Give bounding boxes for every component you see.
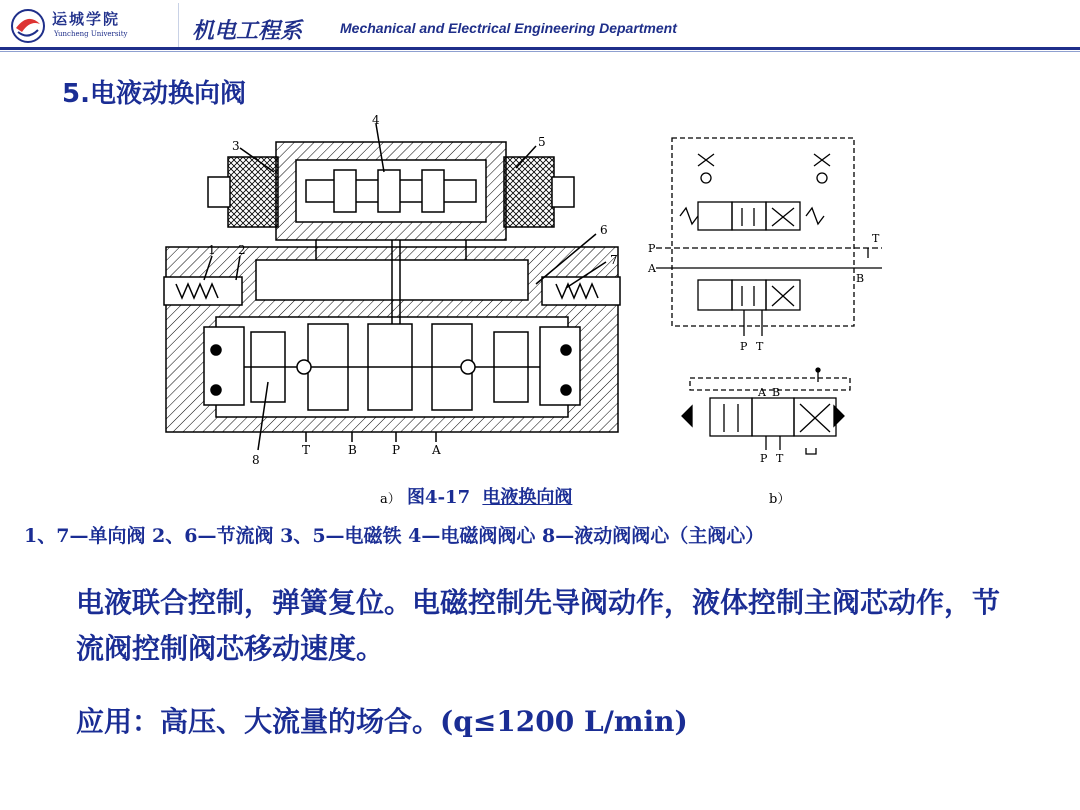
valve-symbol-figure	[646, 130, 882, 470]
part-label: 4	[372, 113, 380, 127]
port-label: A	[648, 262, 656, 275]
port-label: T	[776, 452, 784, 465]
application-text: 应用：高压、大流量的场合。(q≤1200 L/min)	[76, 705, 688, 738]
port-label: P	[760, 452, 768, 465]
department-name-en: Mechanical and Electrical Engineering Department	[340, 20, 677, 36]
caption-title-link[interactable]: 电液换向阀	[482, 487, 573, 508]
section-title: 5.电液动换向阀	[62, 79, 246, 109]
logo-emblem-icon	[8, 6, 48, 46]
part-label: 7	[610, 253, 618, 267]
port-label: P	[648, 242, 656, 255]
parts-legend: 1、7—单向阀 2、6—节流阀 3、5—电磁铁 4—电磁阀阀心 8—液动阀阀心（主阀心）	[24, 525, 765, 547]
part-label: 8	[252, 453, 260, 467]
port-label: B	[348, 443, 357, 457]
part-label: 1	[208, 243, 216, 257]
logo-title: 运城学院	[52, 10, 121, 28]
header-divider	[178, 3, 179, 47]
port-label: T	[756, 340, 764, 353]
port-label: A	[432, 443, 441, 457]
part-label: 2	[238, 243, 246, 257]
part-label: 3	[232, 139, 240, 153]
port-label: P	[740, 340, 748, 353]
port-label: P	[392, 443, 401, 457]
valve-cross-section-figure	[156, 112, 628, 472]
port-label: B	[856, 272, 865, 285]
department-name-cn: 机电工程系	[192, 19, 303, 44]
header	[0, 0, 1080, 52]
figure-caption	[380, 483, 572, 509]
part-label: 6	[600, 223, 608, 237]
header-rule	[0, 47, 1080, 50]
port-label: A	[758, 386, 766, 399]
caption-a-label: a）	[380, 492, 401, 507]
logo-subtitle: Yuncheng University	[54, 30, 128, 38]
description-text: 电液联合控制，弹簧复位。电磁控制先导阀动作，液体控制主阀芯动作，节流阀控制阀芯移动速度。	[76, 586, 1001, 665]
port-label: B	[772, 386, 781, 399]
port-label: T	[302, 443, 311, 457]
part-label: 5	[538, 135, 546, 149]
port-label: T	[872, 232, 880, 245]
header-rule-thin	[0, 51, 1080, 52]
university-logo	[8, 6, 148, 46]
caption-figure-number: 图4-17	[407, 487, 471, 508]
caption-b-label: b）	[769, 492, 791, 507]
